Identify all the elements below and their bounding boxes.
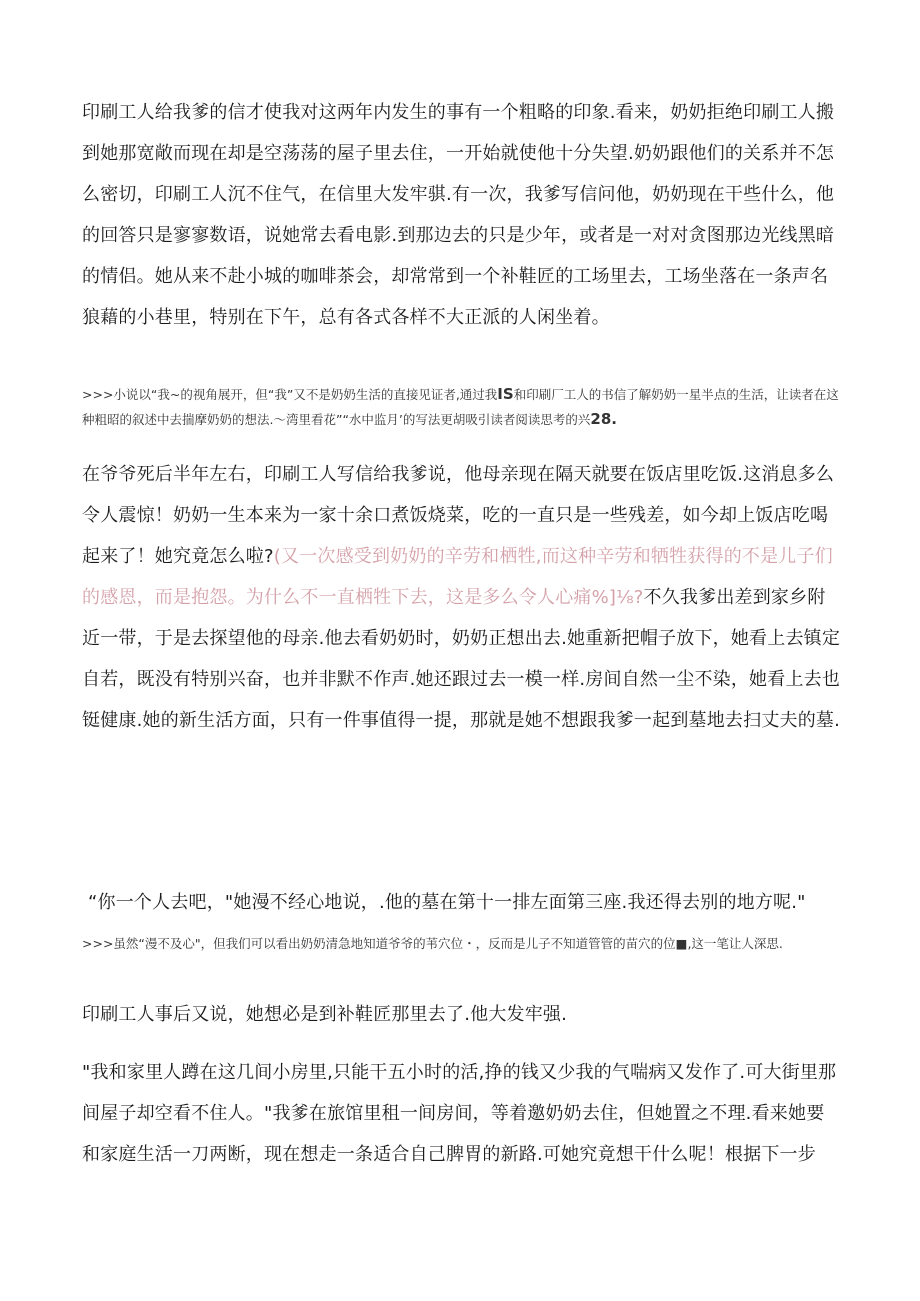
paragraph-5: "我和家里人蹲在这几间小房里,只能干五小时的活,挣的钱又少我的气喘病又发作了.可大街里那间屋子却空看不住人。"我爹在旅馆里租一间房间，等着邀奶奶去住，但她置之不理.看来她要和家庭生活一刀两断，现在想走一条适合自己脾胃的新路.可她究竟想干什么呢！根据下一步	[82, 1062, 837, 1165]
annotation-note-1	[82, 382, 842, 432]
paragraph-4: 印刷工人事后又说，她想必是到补鞋匠那里去了.他大发牢强.	[82, 1004, 568, 1025]
paragraph-3-quote: “你一个人去吧，"她漫不经心地说，.他的墓在第十一排左面第三座.我还得去别的地方呢."	[88, 892, 806, 913]
paragraph-1: 印刷工人给我爹的信才使我对这两年内发生的事有一个粗略的印象.看来，奶奶拒绝印刷工人搬到她那宽敞而现在却是空荡荡的屋子里去住，一开始就使他十分失望.奶奶跟他们的关系并不怎么密切，印刷工人沉不住气，在信里大发牢骐.有一次，我爹写信问他，奶奶现在干些什么，他的回答只是寥寥数语，说她常去看电影.到那边去的只是少年，或者是一对对贪图那边光线黑暗的情侣。她从来不赴小城的咖啡茶会，却常常到一个补鞋匠的工场里去，工场坐落在一条声名狼藉的小巷里，特别在下午，总有各式各样不大正派的人闲坐着。	[82, 102, 835, 328]
annotation-note-1-text-b: 和印刷厂工人的书信了解奶奶一星半点的生活，让读者在这种粗昭的叙述中去揣摩奶奶的想法.〜湾里看花”“水中监月’的写法更胡吸引读者阅读思考的兴	[82, 387, 839, 427]
paragraph-2	[82, 454, 842, 741]
paragraph-2-annotation-pink: (又一次感受到奶奶的辛劳和栖牲,而这种辛劳和牺牲获得的不是儿子们的感恩，而是抱怨。为什么不一直栖牲下去，这是多么令人心痛%]⅛?	[82, 546, 833, 608]
annotation-note-2: >>>虽然“漫不及心"，但我们可以看出奶奶清急地知道爷爷的苇穴位・，反而是儿子不知道管管的苗穴的位■,这一笔让人深思.	[82, 936, 783, 951]
annotation-note-1-bold-a: IS	[497, 385, 514, 403]
paragraph-2-part-1: 在爷爷死后半年左右，印刷工人写信给我爹说，他母亲现在隔天就要在饭店里吃饭.这消息多么令人震惊！奶奶一生本来为一家十余口煮饭烧菜，吃的一直只是一些残差，如今却上饭店吃喝起来了！她究竟怎么啦?	[82, 464, 835, 567]
annotation-note-1-text: >>>小说以“我~的视角展开，但“我”又不是奶奶生活的直接见证者,通过我	[82, 387, 498, 402]
annotation-note-1-bold-b: 28.	[590, 410, 617, 428]
paragraph-2-part-2: 不久我爹出差到家乡附近一带，于是去探望他的母亲.他去看奶奶时，奶奶正想出去.她重新把帽子放下，她看上去镇定自若，既没有特别兴奋，也并非默不作声.她还跟过去一模一样.房间自然一尘不染，她看上去也铤健康.她的新生活方面，只有一件事值得一提，那就是她不想跟我爹一起到墓地去扫丈夫的墓.	[82, 587, 841, 731]
